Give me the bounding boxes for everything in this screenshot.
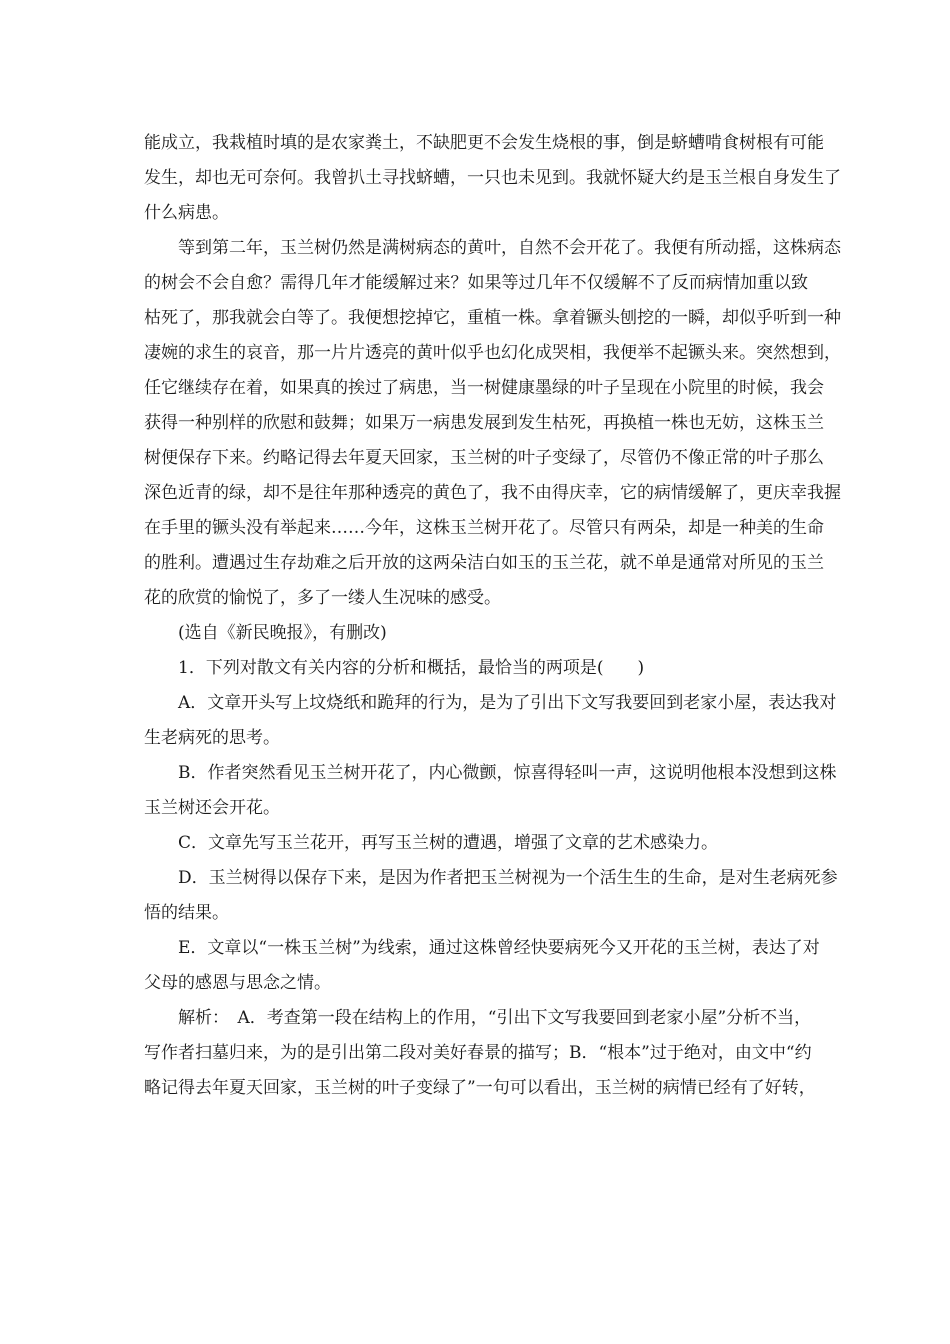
text-line: 等到第二年，玉兰树仍然是满树病态的黄叶，自然不会开花了。我便有所动摇，这株病态 — [178, 238, 841, 258]
text-line: 1．下列对散文有关内容的分析和概括，最恰当的两项是( ) — [178, 658, 645, 678]
text-line: 的树会不会自愈？需得几年才能缓解过来？如果等过几年不仅缓解不了反而病情加重以致 — [144, 273, 808, 293]
text-line: 在手里的镢头没有举起来……今年，这株玉兰树开花了。尽管只有两朵，却是一种美的生命 — [144, 518, 824, 538]
text-line: 发生，却也无可奈何。我曾扒土寻找蛴螬，一只也未见到。我就怀疑大约是玉兰根自身发生了 — [144, 168, 841, 188]
text-line: (选自《新民晚报》，有删改) — [178, 623, 387, 643]
text-line: C．文章先写玉兰花开，再写玉兰树的遭遇，增强了文章的艺术感染力。 — [178, 833, 719, 853]
text-line: 略记得去年夏天回家，玉兰树的叶子变绿了”一句可以看出，玉兰树的病情已经有了好转， — [144, 1078, 816, 1098]
text-line: 生老病死的思考。 — [144, 728, 280, 748]
text-line: 凄婉的求生的哀音，那一片片透亮的黄叶似乎也幻化成哭相，我便举不起镢头来。突然想到， — [144, 343, 841, 363]
text-line: D．玉兰树得以保存下来，是因为作者把玉兰树视为一个活生生的生命，是对生老病死参 — [178, 868, 838, 888]
text-line: B．作者突然看见玉兰树开花了，内心微颤，惊喜得轻叫一声，这说明他根本没想到这株 — [178, 763, 837, 783]
text-line: 玉兰树还会开花。 — [144, 798, 280, 818]
text-line: E．文章以“一株玉兰树”为线索，通过这株曾经快要病死今又开花的玉兰树，表达了对 — [178, 938, 820, 958]
text-line: 写作者扫墓归来，为的是引出第二段对美好春景的描写；B．“根本”过于绝对，由文中“约 — [144, 1043, 812, 1063]
text-line: 解析： A．考查第一段在结构上的作用，“引出下文写我要回到老家小屋”分析不当， — [178, 1008, 812, 1028]
text-line: 获得一种别样的欣慰和鼓舞；如果万一病患发展到发生枯死，再换植一株也无妨，这株玉兰 — [144, 413, 824, 433]
text-line: 枯死了，那我就会白等了。我便想挖掉它，重植一株。拿着镢头刨挖的一瞬，却似乎听到一种 — [144, 308, 841, 328]
text-line: 父母的感恩与思念之情。 — [144, 973, 331, 993]
text-line: 悟的结果。 — [144, 903, 229, 923]
text-line: A．文章开头写上坟烧纸和跪拜的行为，是为了引出下文写我要回到老家小屋，表达我对 — [178, 693, 837, 713]
text-line: 深色近青的绿，却不是往年那种透亮的黄色了，我不由得庆幸，它的病情缓解了，更庆幸我握 — [144, 483, 841, 503]
text-line: 任它继续存在着，如果真的挨过了病患，当一树健康墨绿的叶子呈现在小院里的时候，我会 — [144, 378, 824, 398]
document-page — [144, 126, 841, 1106]
text-line: 花的欣赏的愉悦了，多了一缕人生况味的感受。 — [144, 588, 501, 608]
text-line: 什么病患。 — [144, 203, 229, 223]
text-line: 能成立，我栽植时填的是农家粪土，不缺肥更不会发生烧根的事，倒是蛴螬啃食树根有可能 — [144, 133, 824, 153]
text-line: 的胜利。遭遇过生存劫难之后开放的这两朵洁白如玉的玉兰花，就不单是通常对所见的玉兰 — [144, 553, 824, 573]
text-line: 树便保存下来。约略记得去年夏天回家，玉兰树的叶子变绿了，尽管仍不像正常的叶子那么 — [144, 448, 824, 468]
